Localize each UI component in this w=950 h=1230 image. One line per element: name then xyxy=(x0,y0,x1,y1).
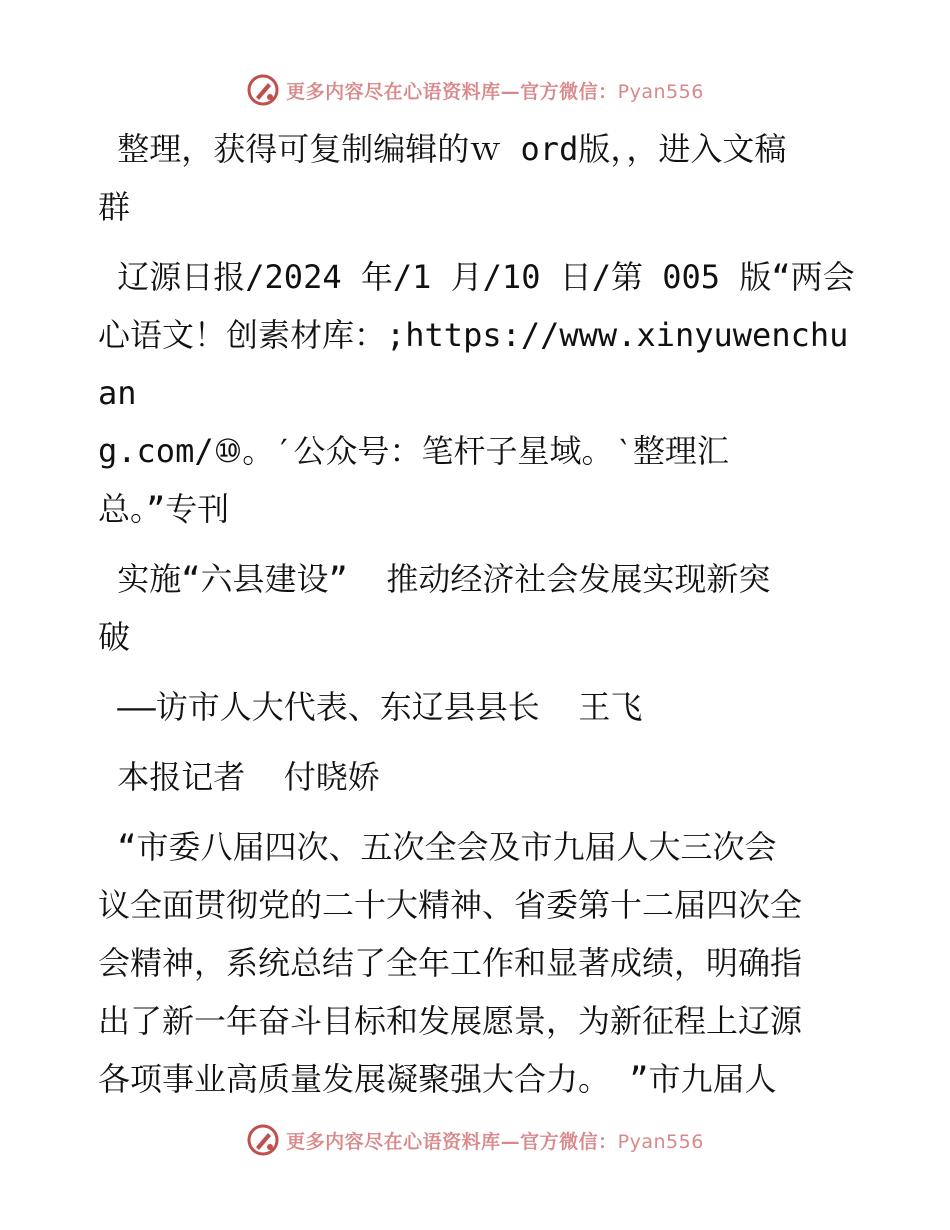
paragraph-source-line: 辽源日报/2024 年/1 月/10 日/第 005 版“两会 心语文！创素材库：;https://www.xinyuwenchuan g.com/⑩。′公众号：笔杆子星域。‵整理汇 总。”专刊 xyxy=(98,258,855,528)
header-watermark-banner xyxy=(0,70,950,110)
article-title: 实施“六县建设” 推动经济社会发展实现新突 破 xyxy=(98,560,771,656)
article-body xyxy=(98,120,858,1120)
pen-seal-icon xyxy=(246,1123,280,1157)
paragraph-intro-note: 整理，获得可复制编辑的ｗ ord版，，进入文稿 群 xyxy=(98,130,787,226)
article-subtitle: ——访市人大代表、东辽县县长 王飞 xyxy=(98,688,643,726)
pen-seal-icon xyxy=(246,73,280,107)
article-byline: 本报记者 付晓娇 xyxy=(98,758,380,796)
footer-banner-text: 更多内容尽在心语资料库—官方微信：Pyan556 xyxy=(286,1130,704,1153)
article-paragraph: “市委八届四次、五次全会及市九届人大三次会 议全面贯彻党的二十大精神、省委第十二届四次全 会精神，系统总结了全年工作和显著成绩，明确指 出了新一年奋斗目标和发展愿景，为新征程上辽源 各项事业高质量发展凝聚强大合力。 ”市九届人 xyxy=(98,828,803,1098)
header-banner-text: 更多内容尽在心语资料库—官方微信：Pyan556 xyxy=(286,80,704,103)
footer-watermark-banner xyxy=(0,1120,950,1160)
